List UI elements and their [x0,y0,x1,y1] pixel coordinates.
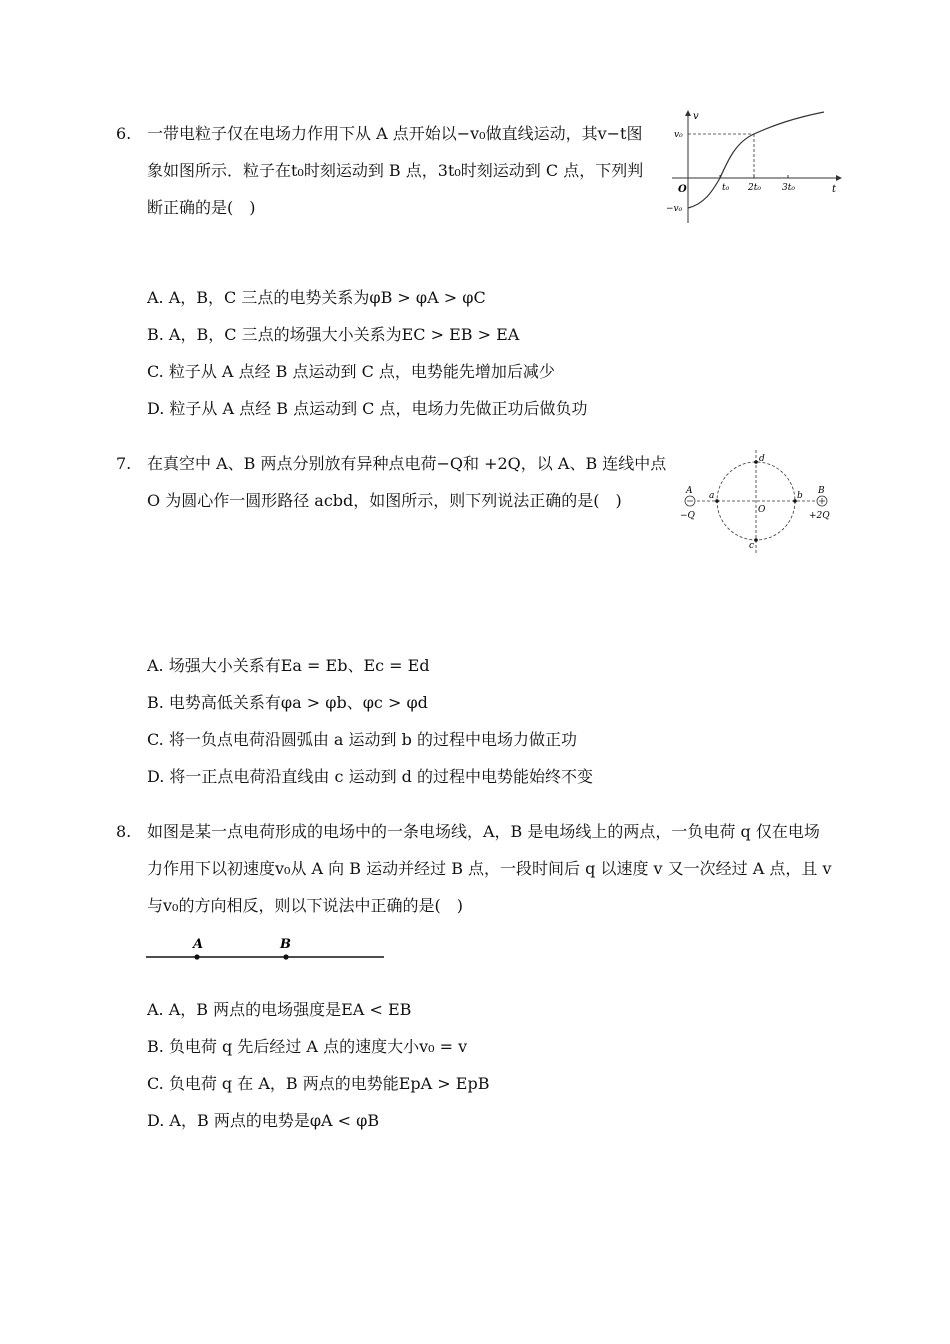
question-7-option-a: A. 场强大小关系有Ea = Eb、Ec = Ed [147,656,430,675]
vt-t-axis-label: t [832,184,837,195]
question-6-option-a: A. A，B，C 三点的电势关系为φB > φA > φC [147,288,486,307]
charge-neg-q-label: −Q [680,511,695,521]
question-7-stem-line-1: 在真空中 A、B 两点分别放有异种点电荷−Q和 +2Q，以 A、B 连线中点 [147,454,667,473]
point-d-label: d [759,454,765,464]
charge-b-label: B [818,486,825,496]
point-a-label: a [709,491,715,501]
vt-neg-v0-label: −v₀ [666,204,683,214]
center-o-label: O [758,505,766,515]
question-7-stem-line-2: O 为圆心作一圆形路径 acbd，如图所示，则下列说法正确的是( ) [147,491,622,510]
charge-pos-2q-label: +2Q [809,511,830,521]
question-6-option-d: D. 粒子从 A 点经 B 点运动到 C 点，电场力先做正功后做负功 [147,399,588,418]
question-7-option-c: C. 将一负点电荷沿圆弧由 a 运动到 b 的过程中电场力做正功 [147,730,577,749]
question-8-stem-line-1: 如图是某一点电荷形成的电场中的一条电场线，A，B 是电场线上的两点，一负电荷 q 仅在电场 [147,822,820,841]
question-8-option-b: B. 负电荷 q 先后经过 A 点的速度大小v₀ = v [147,1037,468,1056]
question-6-option-b: B. A，B，C 三点的场强大小关系为EC > EB > EA [147,325,520,344]
question-8-stem-line-2: 力作用下以初速度v₀从 A 向 B 运动并经过 B 点，一段时间后 q 以速度 v 又一次经过 A 点，且 v [147,859,832,878]
question-8-option-c: C. 负电荷 q 在 A，B 两点的电势能EpA > EpB [147,1074,490,1093]
question-6-option-c: C. 粒子从 A 点经 B 点运动到 C 点，电势能先增加后减少 [147,362,555,381]
vt-3t0-label: 3t₀ [782,183,795,193]
question-6-stem-line-1: 一带电粒子仅在电场力作用下从 A 点开始以−v₀做直线运动，其v−t图 [147,124,643,143]
question-6-stem-line-3: 断正确的是( ) [147,198,256,217]
vt-2t0-label: 2t₀ [748,183,761,193]
point-b-label: b [797,491,803,501]
question-8-number: 8. [116,822,132,841]
question-7-option-b: B. 电势高低关系有φa > φb、φc > φd [147,693,428,712]
field-line-figure [144,932,388,964]
question-8-option-a: A. A，B 两点的电场强度是EA < EB [147,1000,412,1019]
question-6-stem-line-2: 象如图所示．粒子在t₀时刻运动到 B 点，3t₀时刻运动到 C 点，下列判 [147,161,644,180]
question-6-number: 6. [116,124,132,143]
field-point-b-label: B [280,937,291,952]
charge-a-label: A [686,486,693,496]
question-7-option-d: D. 将一正点电荷沿直线由 c 运动到 d 的过程中电势能始终不变 [147,767,593,786]
vt-v-axis-label: v [693,111,699,122]
question-8-option-d: D. A，B 两点的电势是φA < φB [147,1111,380,1130]
vt-graph-figure [664,108,844,228]
charges-circle-figure [676,444,836,559]
vt-t0-label: t₀ [722,183,730,193]
vt-origin-label: O [678,184,687,195]
point-c-label: c [749,541,755,551]
question-7-number: 7. [116,454,132,473]
vt-v0-label: v₀ [674,130,683,140]
field-point-a-label: A [193,937,204,952]
question-8-stem-line-3: 与v₀的方向相反，则以下说法中正确的是( ) [147,896,463,915]
